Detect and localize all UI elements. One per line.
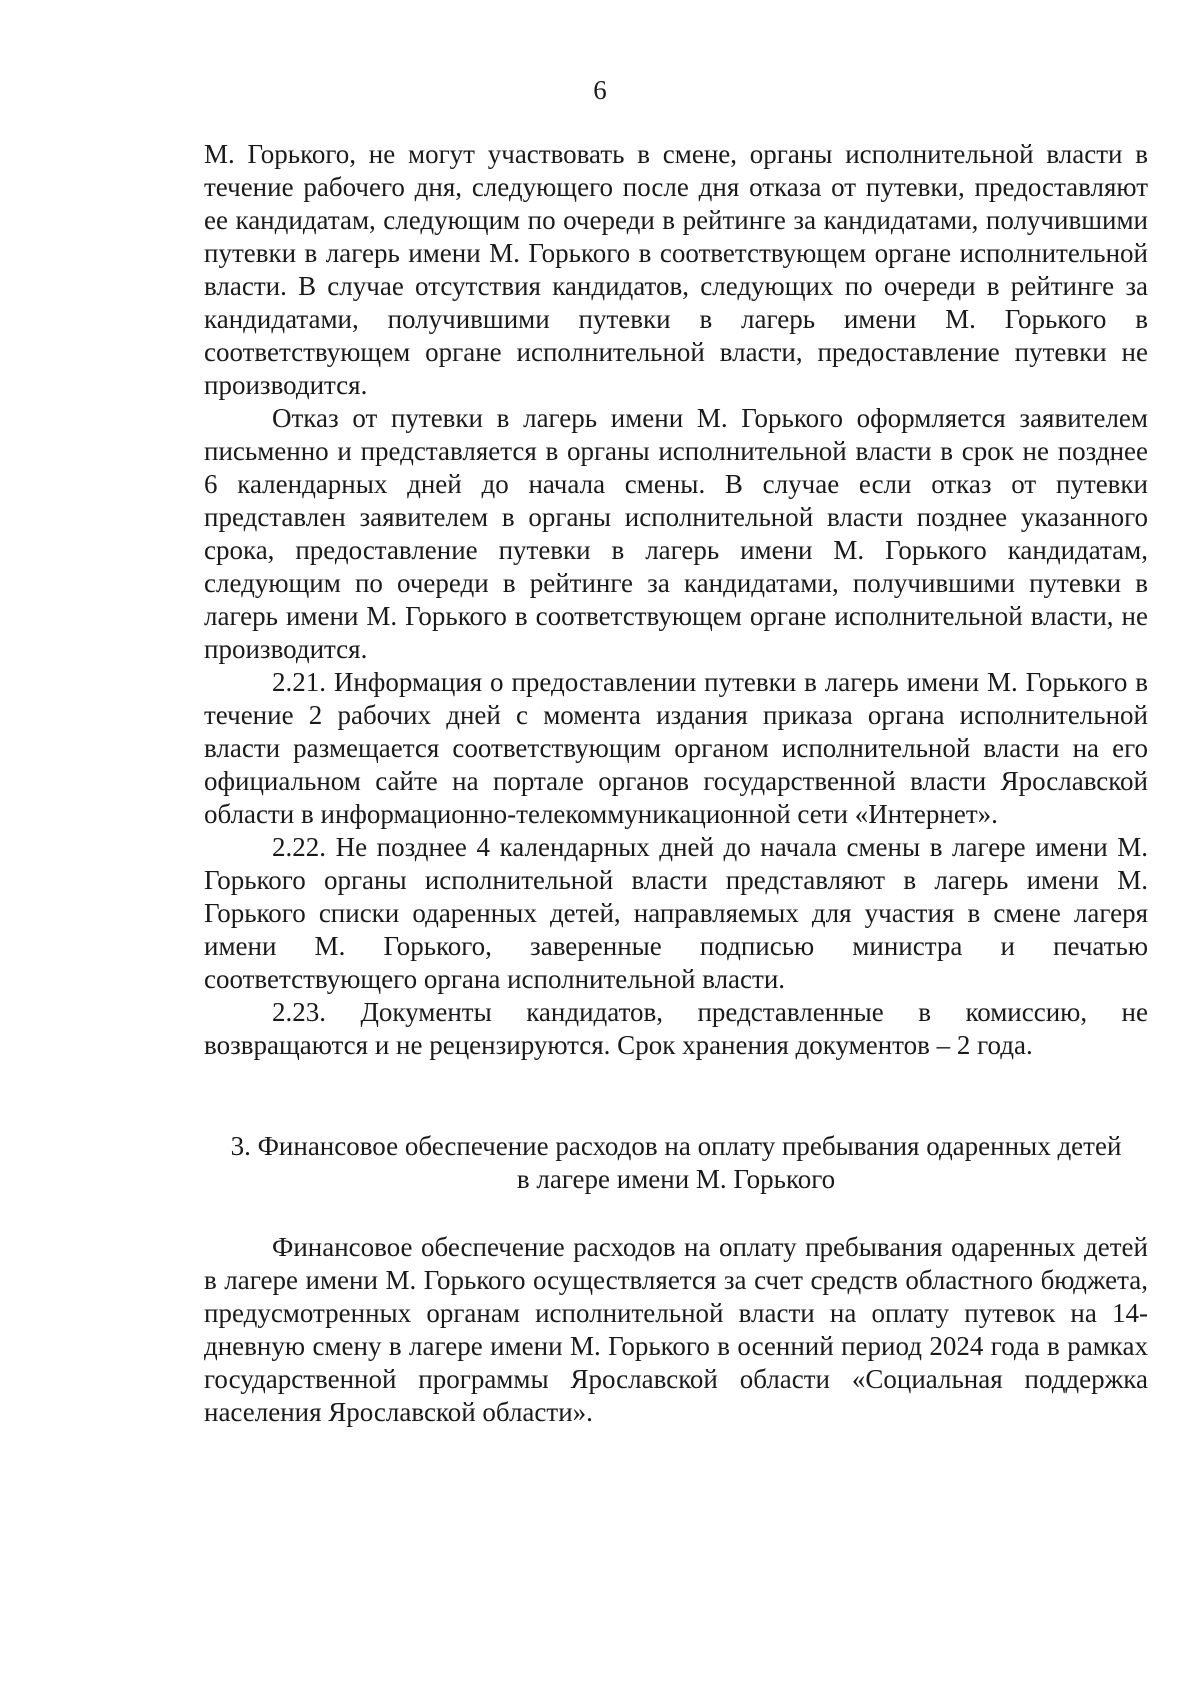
body-text (204, 138, 1148, 1062)
paragraph-2-21: 2.21. Информация о предоставлении путевки в лагерь имени М. Горького в течение 2 рабочих дней с момента издания приказа органа исполнительной власти размещается соответствующим органом исполнительной власти на его официальном сайте на портале органов государственной власти Ярославской области в информационно-телекоммуникационной сети «Интернет». (204, 667, 1148, 829)
paragraph-financing: Финансовое обеспечение расходов на оплату пребывания одаренных детей в лагере имени М. Горького осуществляется за счет средств областного бюджета, предусмотренных органам исполнительной власти на оплату путевок на 14-дневную смену в лагере имени М. Горького в осенний период 2024 года в рамках государственной программы Ярославской области «Социальная поддержка населения Ярославской области». (204, 1232, 1148, 1427)
section-3-body (204, 1231, 1148, 1429)
paragraph-refusal: Отказ от путевки в лагерь имени М. Горького оформляется заявителем письменно и представляется в органы исполнительной власти в срок не позднее 6 календарных дней до начала смены. В случае если отказ от путевки представлен заявителем в органы исполнительной власти позднее указанного срока, предоставление путевки в лагерь имени М. Горького кандидатам, следующим по очереди в рейтинге за кандидатами, получившими путевки в лагерь имени М. Горького в соответствующем органе исполнительной власти, не производится. (204, 403, 1148, 664)
paragraph-2-23: 2.23. Документы кандидатов, представленные в комиссию, не возвращаются и не рецензируются. Срок хранения документов – 2 года. (204, 997, 1148, 1060)
page-number: 6 (593, 75, 607, 105)
paragraph-2-22: 2.22. Не позднее 4 календарных дней до начала смены в лагере имени М. Горького органы исполнительной власти представляют в лагерь имени М. Горького списки одаренных детей, направляемых для участия в смене лагеря имени М. Горького, заверенные подписью министра и печатью соответствующего органа исполнительной власти. (204, 832, 1148, 994)
paragraph-continuation: М. Горького, не могут участвовать в смене, органы исполнительной власти в течение рабочего дня, следующего после дня отказа от путевки, предоставляют ее кандидатам, следующим по очереди в рейтинге за кандидатами, получившими путевки в лагерь имени М. Горького в соответствующем органе исполнительной власти. В случае отсутствия кандидатов, следующих по очереди в рейтинге за кандидатами, получившими путевки в лагерь имени М. Горького в соответствующем органе исполнительной власти, предоставление путевки не производится. (204, 139, 1148, 400)
section-3-heading-line-1: 3. Финансовое обеспечение расходов на оплату пребывания одаренных детей (230, 1131, 1122, 1161)
section-3-heading (204, 1130, 1148, 1196)
section-3-heading-line-2: в лагере имени М. Горького (516, 1164, 836, 1194)
